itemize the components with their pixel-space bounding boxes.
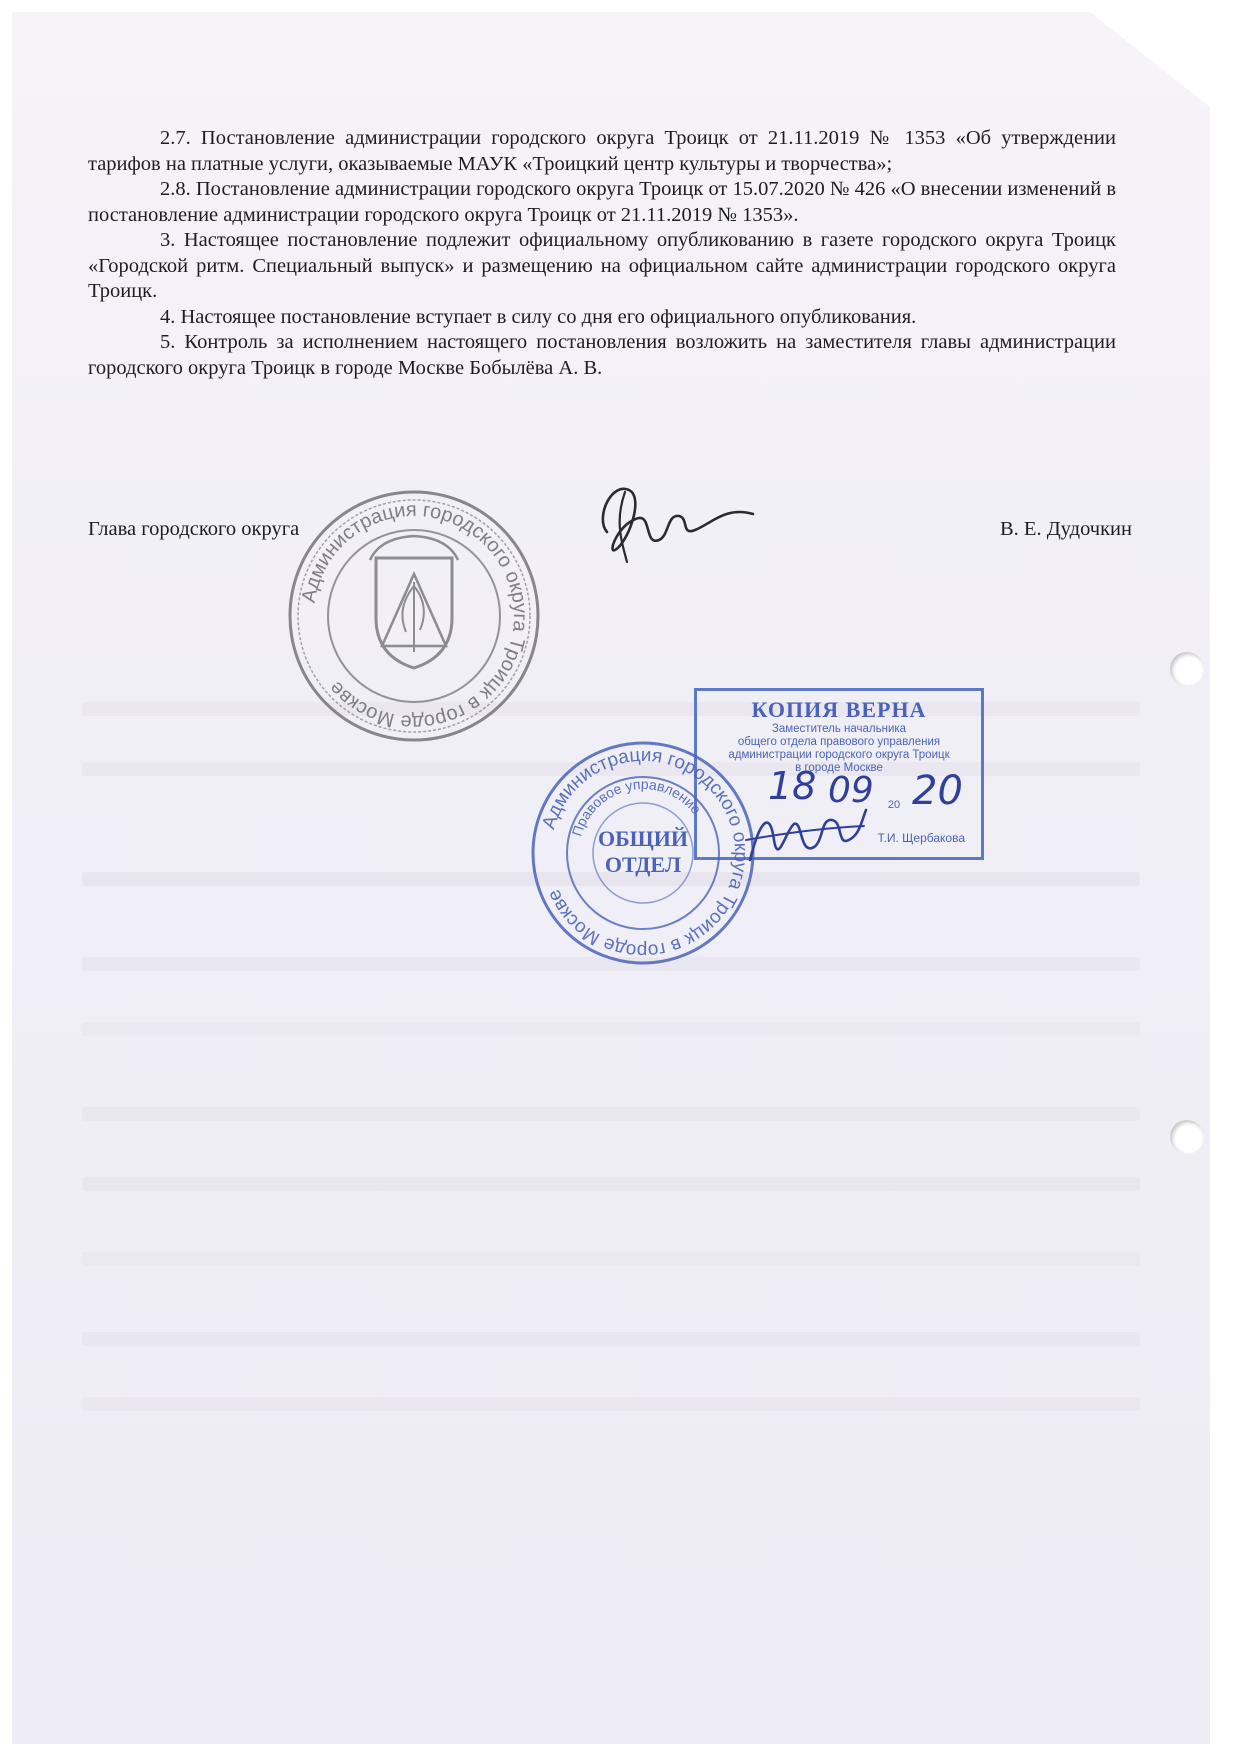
stamp-handwritten-year: 20 bbox=[912, 768, 963, 814]
folded-corner bbox=[1090, 12, 1210, 107]
signature-name: В. Е. Дудочкин bbox=[1000, 518, 1132, 540]
paragraph-4: 4. Настоящее постановление вступает в силу со дня его официального опубликования. bbox=[160, 305, 917, 328]
stamp-line-4: в городе Москве bbox=[795, 762, 883, 774]
bleed-line bbox=[82, 872, 1140, 886]
stamp-handwritten-month: 09 bbox=[828, 770, 874, 811]
signature-position: Глава городского округа bbox=[88, 518, 300, 540]
stamp-line-2: общего отдела правового управления bbox=[737, 736, 941, 748]
bleed-line bbox=[82, 957, 1140, 971]
stamp-year-prefix: 20 bbox=[887, 799, 901, 811]
bleed-line bbox=[82, 1332, 1140, 1346]
stamp-handwritten-day: 18 bbox=[768, 764, 817, 808]
punch-hole bbox=[1170, 652, 1204, 686]
paragraph-3: 3. Настоящее постановление подлежит официальному опубликованию в газете городского округа Троицк «Городской ритм. Специальный выпуск» и размещению на официальном сайте администрации городского округа Троицк. bbox=[88, 229, 1116, 302]
stamp-name: Т.И. Щербакова bbox=[877, 831, 965, 845]
punch-hole bbox=[1170, 1120, 1204, 1154]
bleed-line bbox=[82, 1397, 1140, 1411]
bleed-line bbox=[82, 1107, 1140, 1121]
bleed-line bbox=[82, 1022, 1140, 1036]
body-text bbox=[88, 126, 1116, 381]
blue-seal-inner-text: Правовое управление bbox=[568, 775, 705, 839]
stamp-line-1: Заместитель начальника bbox=[771, 723, 907, 735]
paragraph-2-8: 2.8. Постановление администрации городского округа Троицк от 15.07.2020 № 426 «О внесении изменений в постановление администрации городского округа Троицк от 21.11.2019 № 1353». bbox=[88, 178, 1117, 226]
round-seal-text: Администрация городского округа Троицк в городе Москве bbox=[297, 498, 532, 734]
blue-seal-center-2: ОТДЕЛ bbox=[604, 852, 682, 877]
paragraph-2-7: 2.7. Постановление администрации городского округа Троицк от 21.11.2019 № 1353 «Об утверждении тарифов на платные услуги, оказываемые МАУК «Троицкий центр культуры и творчества»; bbox=[88, 127, 1116, 175]
paragraph-5: 5. Контроль за исполнением настоящего постановления возложить на заместителя главы администрации городского округа Троицк в городе Москве Бобылёва А. В. bbox=[88, 331, 1116, 379]
bleed-line bbox=[82, 1252, 1140, 1266]
blue-seal-ring-text: Администрация городского округа Троицк в городе Москве bbox=[538, 744, 752, 962]
stamp-line-3: администрации городского округа Троицк bbox=[728, 749, 950, 761]
stamp-title: КОПИЯ ВЕРНА bbox=[751, 697, 927, 722]
bleed-line bbox=[82, 1177, 1140, 1191]
blue-seal-center-1: ОБЩИЙ bbox=[597, 826, 689, 851]
